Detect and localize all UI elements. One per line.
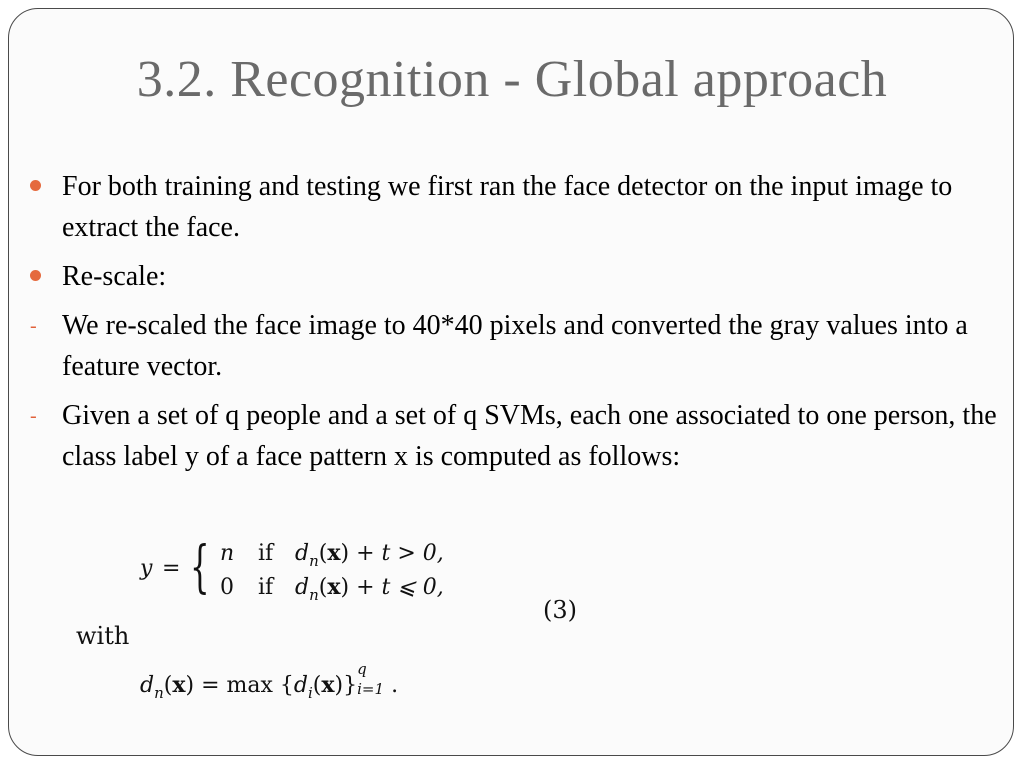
eq2-di: d [293,673,308,698]
bullet-list [26,166,1006,485]
equation-max: $d_n(x) = \max \{d_i(x)\}$ q i=1 . [140,660,399,702]
eq-brace: { [190,535,210,600]
case-value: n [220,541,235,566]
eq2-x: x [172,672,186,698]
case-paren: ( [318,541,328,566]
case-d: d [295,541,310,566]
bullet-item [26,256,1006,297]
slide-title: 3.2. Recognition - Global approach [136,51,888,108]
dash-marker-icon: - [30,315,37,337]
with-label: with [76,622,130,650]
case-sub: n [309,586,319,604]
sub-bullet-item [26,305,1006,387]
case-sub: n [309,552,319,570]
bullet-item [26,166,1006,248]
case-paren: ( [318,575,328,600]
dash-marker-icon: - [30,405,37,427]
eq2-subrange: i=1 [357,680,385,698]
eq2-sup: q [357,660,367,678]
sub-bullet-item [26,395,1006,477]
case-x: x [327,540,341,566]
bullet-text: We re-scaled the face image to 40*40 pixels and converted the gray values into a feature vector. [62,310,968,382]
eq2-lbrace: { [279,673,294,698]
eq-lhs: y [140,556,153,581]
case-if: if [258,541,274,566]
eq2-rbrace: } [343,673,358,698]
eq2-d: d [140,673,155,698]
eq2-x: x [321,672,335,698]
eq-case-row [220,574,444,604]
bullet-text: Given a set of q people and a set of q SVMs, each one associated to one person, the class label y of a face pattern x is computed as follows: [62,400,997,472]
case-paren: ) [340,575,350,600]
equation-piecewise [140,536,480,608]
eq2-sub: n [154,684,164,702]
eq2-sub-i: i [307,684,313,702]
bullet-text: Re-scale: [62,261,167,292]
equation-number: (3) [543,596,577,624]
case-rest: + t ⩽ 0, [349,575,444,600]
case-x: x [327,574,341,600]
eq2-limits [357,660,391,698]
case-rest: + t > 0, [349,541,444,566]
case-if: if [258,575,274,600]
case-paren: ) [340,541,350,566]
case-d: d [295,575,310,600]
eq-case-row [220,540,444,570]
case-value: 0 [220,575,234,600]
eq-equals: = [162,556,181,581]
eq2-period: . [391,673,399,698]
eq2-eq-max: = max [201,673,273,698]
bullet-text: For both training and testing we first ran the face detector on the input image to extract the face. [62,171,953,243]
